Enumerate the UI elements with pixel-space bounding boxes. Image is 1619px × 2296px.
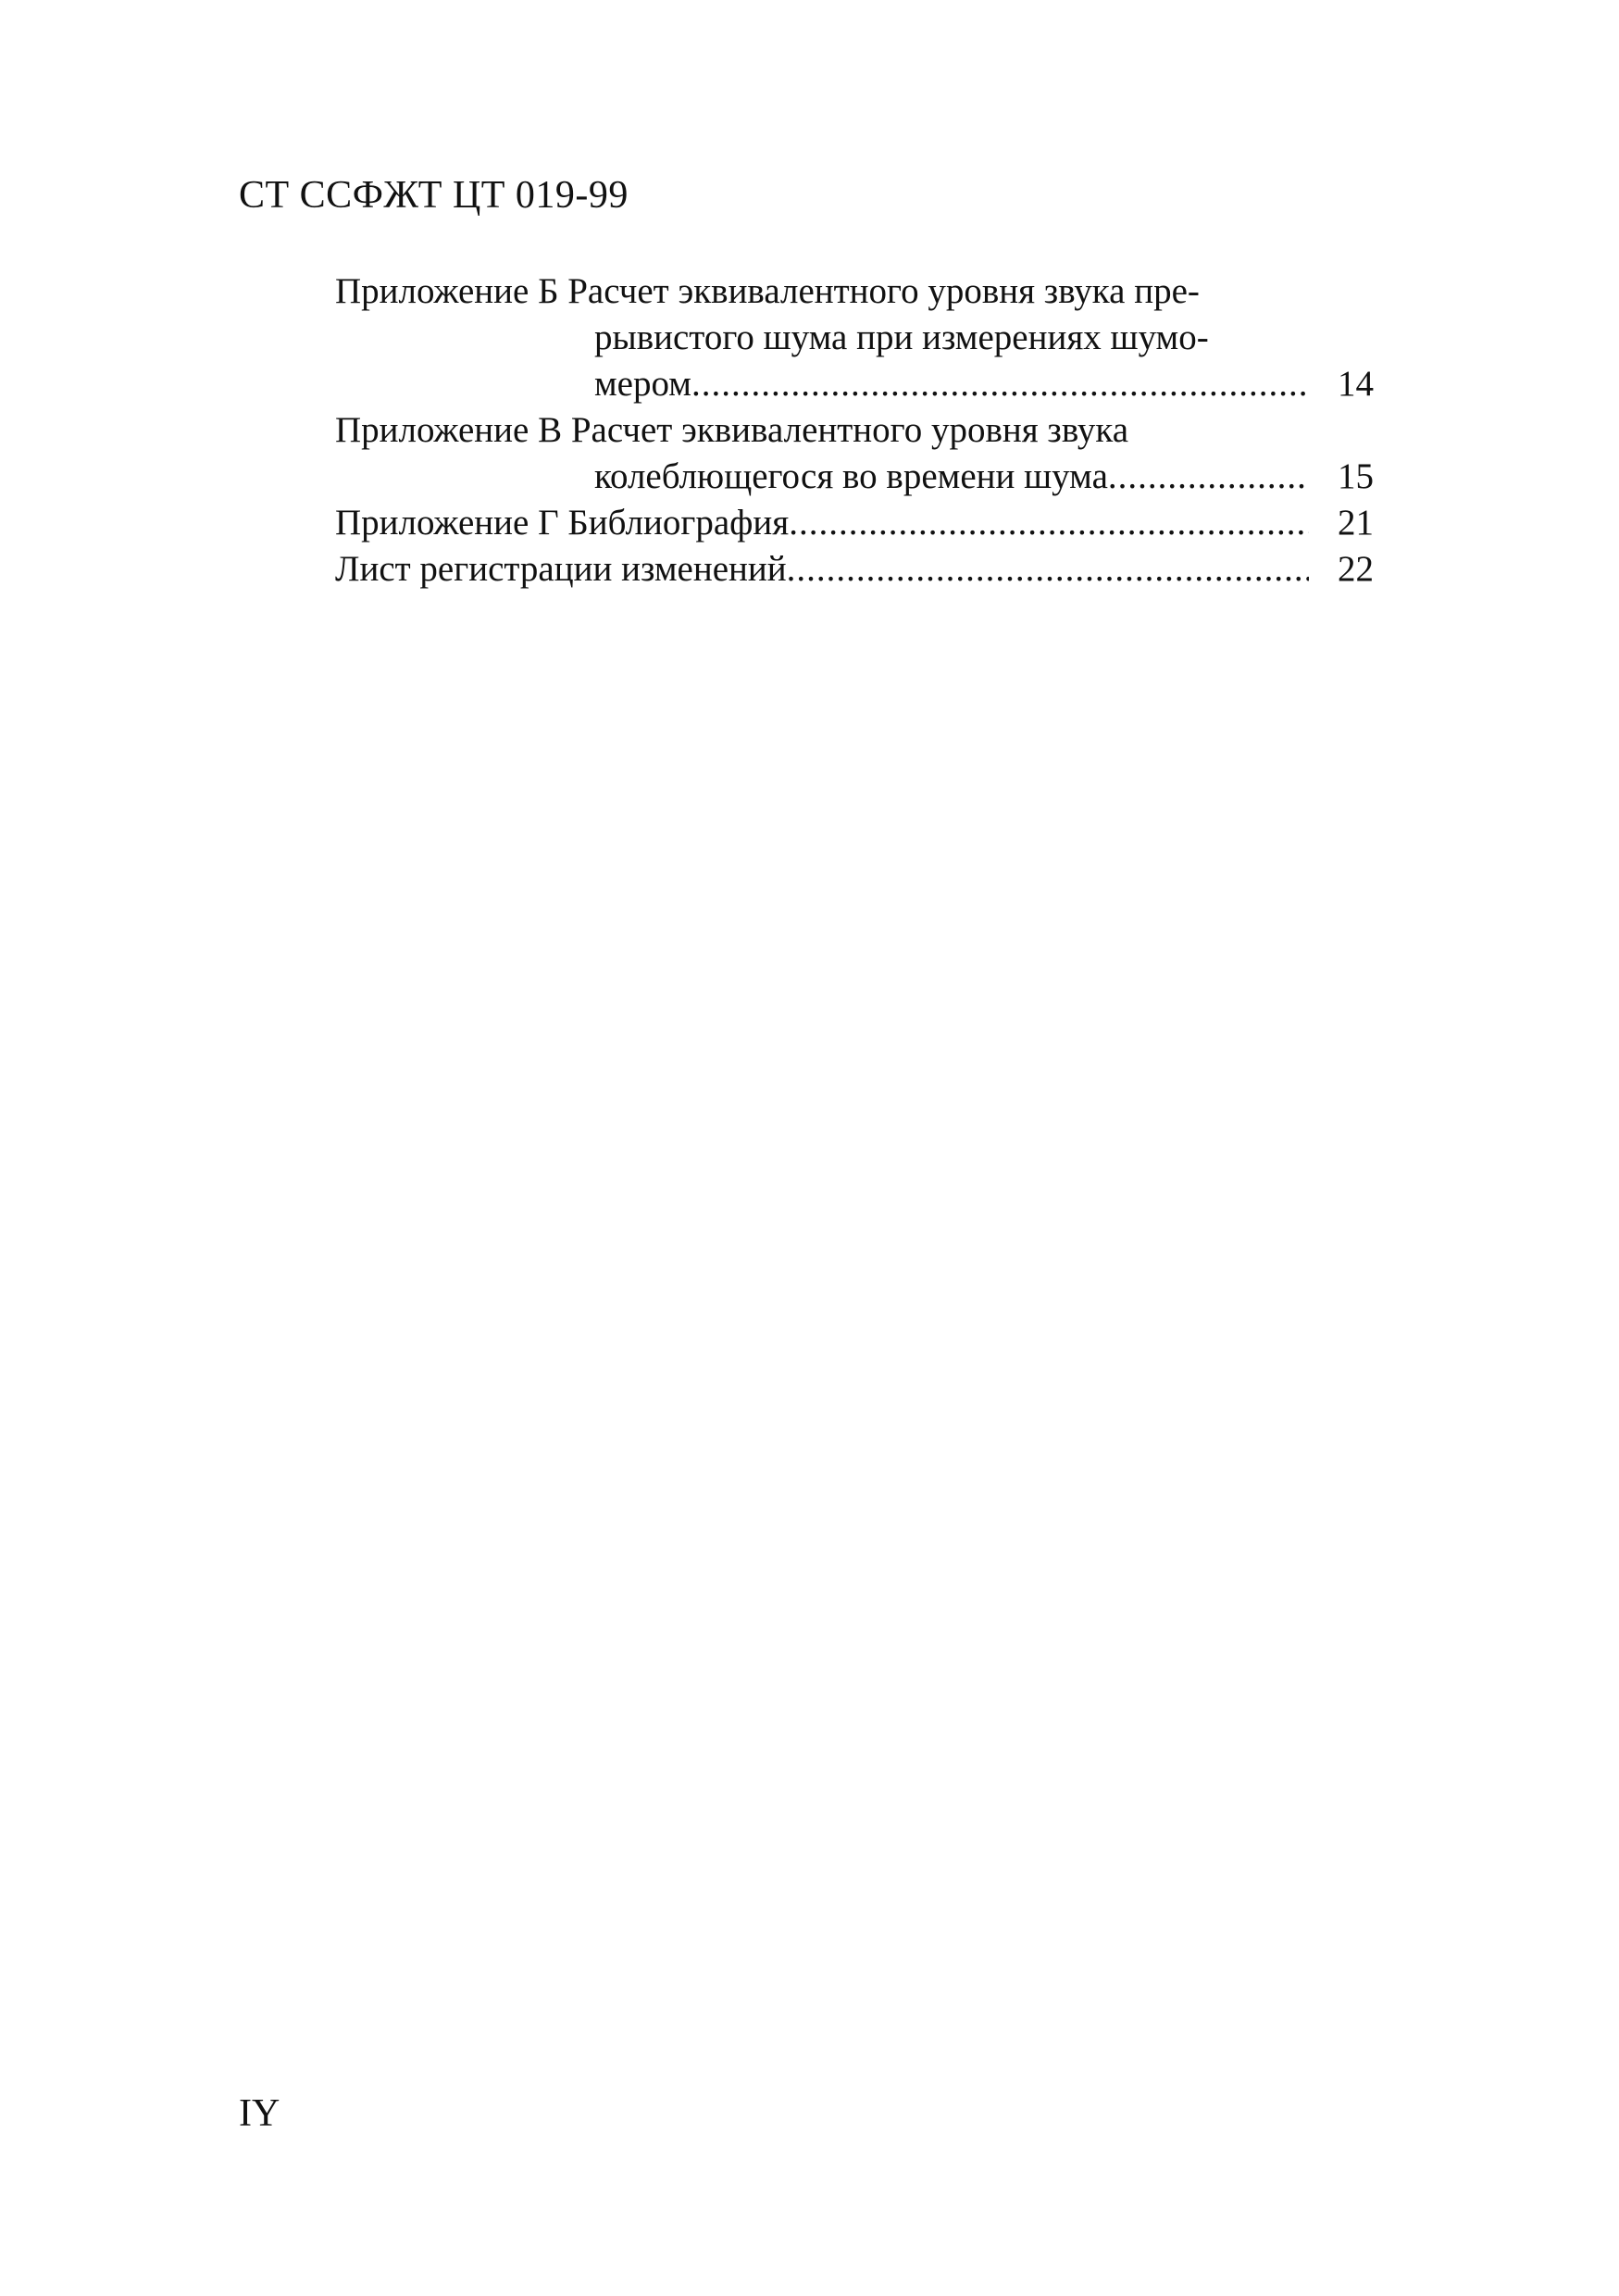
toc-entry-text: Приложение В Расчет эквивалентного уровня звука bbox=[335, 410, 1129, 450]
toc-page-number: 22 bbox=[1338, 549, 1374, 589]
toc-entry-text: рывистого шума при измерениях шумо- bbox=[594, 318, 1209, 357]
toc-entry-text: Приложение Б Расчет эквивалентного уровня звука пре- bbox=[335, 271, 1200, 311]
page-number: IY bbox=[239, 2092, 280, 2135]
toc-entry-appendix-b-line-3[interactable] bbox=[335, 361, 1374, 407]
toc-page-number: 21 bbox=[1338, 503, 1374, 543]
dot-leader bbox=[787, 546, 1309, 593]
toc-entry-text: мером bbox=[594, 364, 691, 404]
toc-entry-text: Приложение Г Библиография bbox=[335, 503, 790, 543]
toc-entry-appendix-v-line-2[interactable] bbox=[335, 454, 1374, 500]
toc-entry-appendix-b-line-1 bbox=[335, 268, 1374, 315]
toc-entry-text: Лист регистрации изменений bbox=[335, 549, 787, 589]
dot-leader bbox=[1108, 454, 1309, 500]
table-of-contents bbox=[335, 268, 1374, 593]
toc-entry-appendix-b-line-2 bbox=[335, 315, 1374, 361]
toc-entry-change-log[interactable] bbox=[335, 546, 1374, 593]
toc-entry-text: колеблющегося во времени шума bbox=[594, 456, 1108, 496]
toc-entry-appendix-v-line-1 bbox=[335, 407, 1374, 454]
toc-entry-appendix-g[interactable] bbox=[335, 500, 1374, 546]
dot-leader bbox=[691, 361, 1309, 407]
document-code-header: СТ ССФЖТ ЦТ 019-99 bbox=[239, 174, 629, 217]
toc-page-number: 14 bbox=[1338, 364, 1374, 404]
toc-page-number: 15 bbox=[1338, 456, 1374, 496]
dot-leader bbox=[789, 500, 1309, 546]
